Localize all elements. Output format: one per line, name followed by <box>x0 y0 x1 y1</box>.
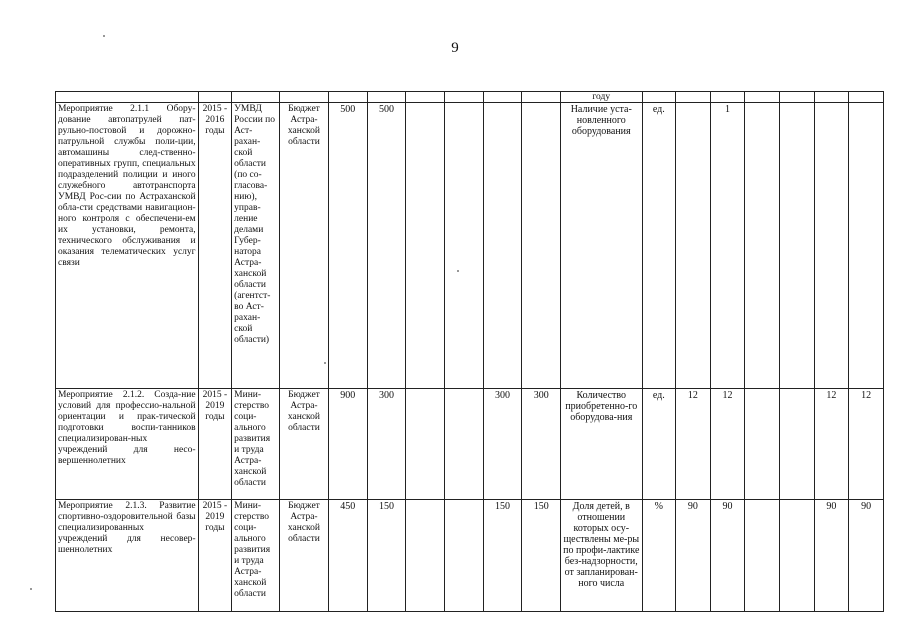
year-cell: 150 <box>483 500 522 612</box>
value-cell <box>779 103 814 389</box>
value-cell <box>676 103 711 389</box>
continuation-text: году <box>592 92 611 102</box>
indicator-cell: Наличие уста-новленного оборудования <box>561 103 642 389</box>
unit-cell: ед. <box>642 389 676 500</box>
table-row <box>56 103 884 389</box>
year-cell: 150 <box>367 500 406 612</box>
source-cell: Бюджет Астра-ханской области <box>280 103 329 389</box>
value-cell <box>814 103 849 389</box>
year-cell <box>444 500 483 612</box>
period-cell: 2015 - 2019 годы <box>198 389 232 500</box>
value-cell: 12 <box>710 389 745 500</box>
table-row <box>56 389 884 500</box>
measure-cell: Мероприятие 2.1.3. Развитие спортивно-оздоровительной базы специализированных учреждений для несовер-шеннолетних <box>56 500 199 612</box>
measure-cell: Мероприятие 2.1.2. Созда-ние условий для профессио-нальной ориентации и прак-тической подготовки воспи-танников специализирован-ных учреждений для несо-вершеннолетних <box>56 389 199 500</box>
unit-cell: % <box>642 500 676 612</box>
total-cell: 900 <box>328 389 367 500</box>
indicator-cell: Количество приобретенно-го оборудова-ния <box>561 389 642 500</box>
year-cell: 300 <box>483 389 522 500</box>
value-cell <box>779 500 814 612</box>
page-number: 9 <box>451 40 459 56</box>
year-cell: 300 <box>367 389 406 500</box>
value-cell <box>745 389 780 500</box>
measure-cell: Мероприятие 2.1.1 Обору-дование автопатрулей пат-рульно-постовой и дорожно-патрульной службы поли-ции, автомашины след-ственно-оперативных групп, специальных подразделений полиции и иного служебного автотранспорта УМВД Рос-сии по Астраханской обла-сти средствами навигацион-ного контроля с обеспечени-ем их установки, ремонта, технического обслуживания и оказания телематических услуг связи <box>56 103 199 389</box>
total-cell: 450 <box>328 500 367 612</box>
value-cell <box>779 389 814 500</box>
year-cell: 300 <box>522 389 561 500</box>
year-cell: 500 <box>367 103 406 389</box>
executor-cell: Мини-стерство соци-ального развития и труда Астра-ханской области <box>232 500 280 612</box>
scan-speck <box>103 35 105 37</box>
year-cell <box>406 389 445 500</box>
program-table <box>55 91 884 612</box>
scan-speck <box>30 588 32 590</box>
value-cell: 12 <box>814 389 849 500</box>
year-cell <box>444 103 483 389</box>
year-cell: 150 <box>522 500 561 612</box>
value-cell: 1 <box>710 103 745 389</box>
value-cell <box>745 103 780 389</box>
value-cell <box>849 103 884 389</box>
value-cell <box>745 500 780 612</box>
value-cell: 12 <box>849 389 884 500</box>
value-cell: 90 <box>849 500 884 612</box>
indicator-cell: Доля детей, в отношении которых осу-ществлены ме-ры по профи-лактике без-надзорности, от запланирован-ного числа <box>561 500 642 612</box>
year-cell <box>522 103 561 389</box>
table-row <box>56 500 884 612</box>
period-cell: 2015 - 2019 годы <box>198 500 232 612</box>
source-cell: Бюджет Астра-ханской области <box>280 500 329 612</box>
year-cell <box>483 103 522 389</box>
value-cell: 90 <box>676 500 711 612</box>
value-cell: 12 <box>676 389 711 500</box>
executor-cell: УМВД России по Аст-рахан-ской области (по со-гласова-нию), управ-ление делами Губер-натора Астра-ханской области (агентст-во Аст-рахан-ской области) <box>232 103 280 389</box>
total-cell: 500 <box>328 103 367 389</box>
year-cell <box>406 500 445 612</box>
continuation-row <box>56 92 884 103</box>
year-cell <box>406 103 445 389</box>
year-cell <box>444 389 483 500</box>
value-cell: 90 <box>710 500 745 612</box>
value-cell: 90 <box>814 500 849 612</box>
unit-cell: ед. <box>642 103 676 389</box>
source-cell: Бюджет Астра-ханской области <box>280 389 329 500</box>
period-cell: 2015 - 2016 годы <box>198 103 232 389</box>
executor-cell: Мини-стерство соци-ального развития и труда Астра-ханской области <box>232 389 280 500</box>
